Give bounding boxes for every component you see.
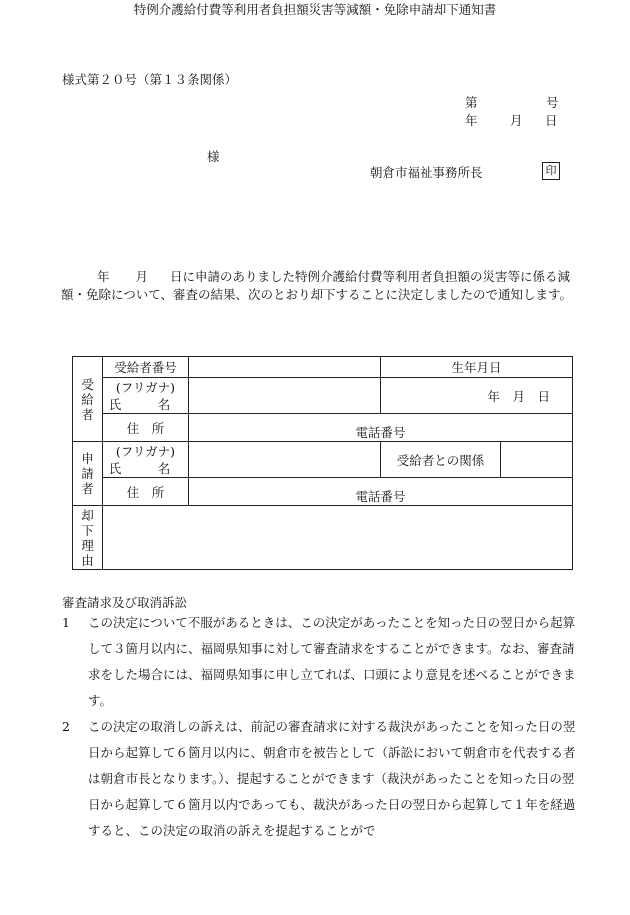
issue-date-day: 日 (545, 113, 558, 128)
issue-date-month: 月 (510, 113, 523, 128)
appeal-item-text: この決定の取消しの訴えは、前記の審査請求に対する裁決があったことを知った日の翌日から起算して６箇月以内に、朝倉市を被告として（訴訟において朝倉市を代表する者は朝倉市長となります。）、提起することができます（裁決があったことを知った日の翌日から起算して６箇月以内であっても、裁決があった日の翌日から起算して１年を経過すると、この決定の取消の訴えを提起することがで (88, 719, 576, 838)
rejection-reason-field[interactable] (103, 506, 573, 570)
appeal-list (62, 610, 582, 844)
issuer-name: 朝倉市福祉事務所長 (370, 165, 483, 180)
notice-body (61, 268, 581, 304)
document-number-suffix: 号 (546, 95, 559, 110)
applicant-name-field[interactable] (189, 442, 381, 478)
document-title: 特例介護給付費等利用者負担額災害等減額・免除申請却下通知書 (133, 2, 497, 17)
rejection-reason-label: 却 下 理 由 (73, 506, 103, 570)
body-month: 月 (135, 269, 149, 284)
birth-date-field[interactable]: 年 月 日 (381, 378, 573, 414)
recipient-number-label: 受給者番号 (103, 357, 189, 378)
addressee-honorific: 様 (207, 149, 220, 164)
recipient-address-label: 住 所 (103, 414, 189, 442)
appeal-item-text: この決定について不服があるときは、この決定があったことを知った日の翌日から起算して３箇月以内に、福岡県知事に対して審査請求をすることができます。なお、審査請求をした場合には、福岡県知事に申し立てれば、口頭により意見を述べることができます。 (88, 615, 576, 708)
appeal-item (62, 714, 582, 844)
body-year: 年 (97, 269, 110, 284)
relation-field[interactable] (501, 442, 573, 478)
applicant-group-label: 申 請 者 (73, 442, 103, 506)
recipient-group-label: 受 給 者 (73, 357, 103, 442)
seal-stamp: 印 (542, 162, 560, 180)
issue-date-year: 年 (465, 113, 478, 128)
recipient-name-label: (フリガナ) 氏 名 (103, 378, 189, 414)
appeal-item-number: 2 (62, 719, 70, 734)
body-text: 日に申請のありました特例介護給付費等利用者負担額の災害等に係る減額・免除について、審査の結果、次のとおり却下することに決定しましたので通知します。 (61, 269, 573, 302)
information-table (72, 356, 573, 570)
recipient-number-field[interactable] (189, 357, 381, 378)
document-number-prefix: 第 (465, 95, 478, 110)
applicant-phone-label: 電話番号 (355, 489, 406, 504)
applicant-name-label: (フリガナ) 氏 名 (103, 442, 189, 478)
relation-label: 受給者との関係 (381, 442, 501, 478)
appeal-item (62, 610, 582, 714)
form-number: 様式第２０号（第１３条関係） (62, 72, 238, 87)
recipient-address-field[interactable] (189, 414, 573, 442)
applicant-address-field[interactable] (189, 478, 573, 506)
recipient-phone-label: 電話番号 (355, 425, 406, 440)
applicant-address-label: 住 所 (103, 478, 189, 506)
appeal-heading: 審査請求及び取消訴訟 (62, 595, 188, 610)
recipient-name-field[interactable] (189, 378, 381, 414)
birth-date-label: 生年月日 (381, 357, 573, 378)
appeal-item-number: 1 (62, 615, 70, 630)
